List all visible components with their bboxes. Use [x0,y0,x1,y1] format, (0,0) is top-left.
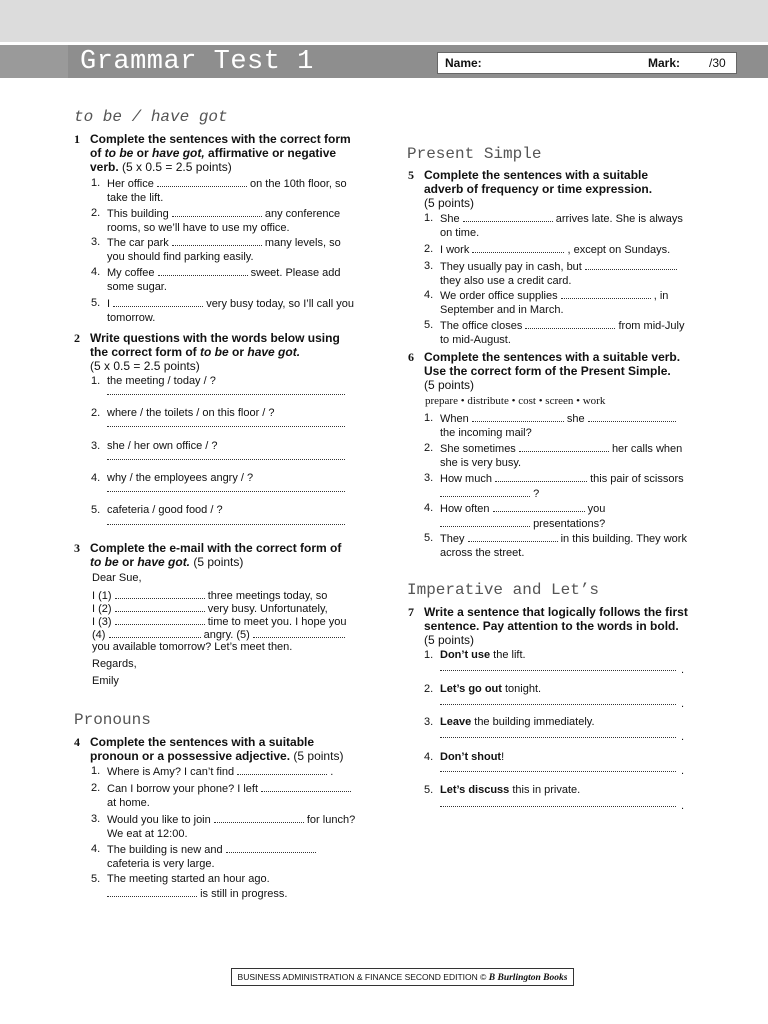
list-item [424,212,700,240]
list-item [91,407,275,421]
text: three meetings today, so [207,590,328,602]
text: why / the employees angry / ? [107,472,254,484]
text: the lift. [490,649,526,661]
instruction-line [90,160,380,174]
email-regards: Regards, [92,658,137,670]
item-number: 3. [91,440,101,452]
word-bank: prepare • distribute • cost • screen • work [425,395,606,407]
item-number: 1. [424,412,434,424]
instruction-line: Complete the sentences with the correct form [90,132,351,146]
exercise-number: 4 [74,735,80,749]
item-number: 3. [424,716,434,728]
footer-copyright [231,968,574,986]
answer-line[interactable] [440,737,676,738]
text: to be [90,555,119,569]
list-item [91,440,218,454]
list-item [424,472,700,501]
list-item [91,873,367,901]
blank-line[interactable] [468,532,558,542]
text: across the street. [440,546,525,559]
text: pronoun or a possessive adjective. [90,749,291,763]
text: you [587,503,606,515]
text: How much [440,473,492,485]
list-item [91,843,367,871]
blank-line[interactable] [113,297,203,307]
item-number: 3. [91,813,101,825]
text: We order office supplies [440,290,558,302]
instruction-line: Write questions with the words below using [90,331,340,345]
text: Her office [107,178,154,190]
text: tomorrow. [107,311,156,324]
full-stop: . [681,765,685,777]
points: (5 points) [424,196,475,210]
text: many levels, so [264,237,341,249]
text: take the lift. [107,191,164,204]
text: I (2) [92,603,112,615]
answer-line[interactable] [107,394,345,395]
list-item [424,319,700,347]
email-line [92,628,345,642]
list-item [424,502,700,531]
text: Can I borrow your phone? I left [107,783,259,795]
text: to be [200,345,229,359]
text: My coffee [107,267,155,279]
email-greeting: Dear Sue, [92,572,142,584]
list-item [91,236,367,264]
text: this in private. [509,784,581,796]
exercise-3-instruction [74,541,380,569]
answer-line[interactable] [440,704,676,705]
blank-line[interactable] [158,266,248,276]
blank-line[interactable] [253,628,345,638]
blank-line[interactable] [115,615,205,625]
list-item [91,472,254,486]
list-item [424,716,595,730]
blank-line[interactable] [440,517,530,527]
list-item [424,412,700,440]
instruction-line [90,146,380,160]
blank-line[interactable] [115,602,205,612]
exercise-6-instruction [408,350,724,392]
text: in this building. They work [560,533,687,545]
list-item [91,207,367,235]
text: have got. [247,345,301,359]
text: September and in March. [440,303,564,316]
text: very busy. Unfortunately, [207,603,328,615]
text: The office closes [440,320,523,332]
item-number: 3. [424,472,434,484]
full-stop: . [681,731,685,743]
section-title-present-simple: Present Simple [407,145,542,163]
blank-line[interactable] [109,628,201,638]
item-number: 5. [91,297,101,309]
list-item [91,813,367,841]
points: (5 points) [190,555,244,569]
list-item [91,504,223,518]
email-line [92,602,328,616]
text: They [440,533,465,545]
text: any conference [264,208,341,220]
item-number: 5. [424,532,434,544]
text: where / the toilets / on this floor / ? [107,407,275,419]
text: (4) [92,629,106,641]
blank-line[interactable] [157,177,247,187]
text: presentations? [533,517,606,530]
blank-line[interactable] [588,412,676,422]
top-margin-bar [0,0,768,42]
blank-line[interactable] [172,236,262,246]
section-title-imperative: Imperative and Let’s [407,581,600,599]
blank-line[interactable] [107,887,197,897]
text: , except on Sundays. [567,244,671,256]
exercise-5-instruction [408,168,724,210]
item-number: 1. [91,765,101,777]
item-number: 1. [424,212,434,224]
text: to mid-August. [440,333,511,346]
text: Don’t use [440,649,491,661]
full-stop: . [681,698,685,710]
list-item [91,765,367,780]
blank-line[interactable] [519,442,609,452]
text: They usually pay in cash, but [440,261,582,273]
blank-line[interactable] [226,843,316,853]
text: on the 10th floor, so [250,178,347,190]
item-number: 3. [424,260,434,272]
text: The car park [107,237,169,249]
text: is still in progress. [200,887,288,900]
exercise-number: 5 [408,168,414,182]
name-label: Name: [445,56,482,70]
text: I (3) [92,616,112,628]
text: for lunch? [306,814,356,826]
text: Let’s go out [440,683,502,695]
text: The meeting started an hour ago. [107,873,270,885]
text: sweet. Please add [250,267,341,279]
answer-line[interactable] [107,491,345,492]
blank-line[interactable] [472,243,564,253]
item-number: 5. [424,319,434,331]
text: time to meet you. I hope you [207,616,347,628]
instruction-line: Complete the sentences with a suitable verb. [424,350,681,364]
text: cafeteria / good food / ? [107,504,223,516]
blank-line[interactable] [440,487,530,497]
text: The building is new and [107,844,223,856]
email-line [92,615,347,629]
text: to be [104,146,134,160]
list-item [424,751,505,765]
item-number: 5. [91,873,101,885]
section-title-to-be: to be / have got [74,108,228,126]
list-item [91,375,216,389]
blank-line[interactable] [561,289,651,299]
list-item [91,177,367,205]
text: . [330,766,334,778]
list-item [424,532,700,560]
blank-line[interactable] [463,212,553,222]
text: Leave [440,716,472,728]
mark-label: Mark: [648,56,681,70]
text: or [118,555,138,569]
text: she [566,413,585,425]
instruction-line: Write a sentence that logically follows the first [424,605,688,619]
item-number: 3. [91,236,101,248]
blank-line[interactable] [493,502,585,512]
blank-line[interactable] [237,765,327,775]
answer-line[interactable] [107,459,345,460]
text: this pair of scissors [590,473,684,485]
exercise-number: 7 [408,605,414,619]
item-number: 4. [91,843,101,855]
text: ? [533,487,540,500]
item-number: 5. [91,504,101,516]
item-number: 4. [424,289,434,301]
text: How often [440,503,490,515]
item-number: 2. [424,683,434,695]
instruction-line: Use the correct form of the Present Simple. [424,364,671,378]
list-item [91,782,367,810]
exercise-1-instruction [74,132,380,174]
answer-line[interactable] [107,426,345,427]
list-item [424,784,581,798]
text: Don’t shout [440,751,502,763]
text: of [90,146,105,160]
text: you should find parking easily. [107,250,254,263]
item-number: 1. [91,177,101,189]
text: She sometimes [440,443,516,455]
list-item [424,649,526,663]
text: rooms, so we’ll have to use my office. [107,221,290,234]
item-number: 4. [424,502,434,514]
blank-line[interactable] [115,589,205,599]
list-item [91,297,367,325]
text: We eat at 12:00. [107,827,188,840]
item-number: 1. [424,649,434,661]
text: ! [501,751,505,763]
text: very busy today, so I’ll call you [206,298,354,310]
item-number: 2. [91,407,101,419]
points: (5 points) [290,749,344,763]
section-title-pronouns: Pronouns [74,711,151,729]
instruction-line: Complete the e-mail with the correct form of [90,541,342,555]
item-number: 4. [91,266,101,278]
item-number: 1. [91,375,101,387]
item-number: 2. [424,442,434,454]
text: from mid-July [618,320,685,332]
text: some sugar. [107,280,167,293]
text: have got, [152,146,205,160]
text: angry. (5) [203,629,250,641]
text: When [440,413,469,425]
item-number: 4. [91,472,101,484]
exercise-number: 2 [74,331,80,345]
banner-accent [0,45,68,78]
text: or [228,345,248,359]
text: have got. [137,555,191,569]
blank-line[interactable] [261,782,351,792]
publisher-logo-text: B Burlington Books [488,973,568,983]
blank-line[interactable] [495,472,587,482]
text: on time. [440,226,480,239]
item-number: 2. [424,243,434,255]
text: I (1) [92,590,112,602]
full-stop: . [681,800,685,812]
text: affirmative or negative [204,146,337,160]
list-item [424,442,700,470]
text: Let’s discuss [440,784,510,796]
text: Where is Amy? I can’t find [107,766,235,778]
points: (5 x 0.5 = 2.5 points) [118,160,232,174]
email-line: you available tomorrow? Let’s meet then. [92,641,293,653]
text: the correct form of [90,345,201,359]
text: they also use a credit card. [440,274,572,287]
exercise-number: 1 [74,132,80,146]
text: I [107,298,111,310]
text: at home. [107,796,150,809]
instruction-line: adverb of frequency or time expression. [424,182,653,196]
instruction-line [90,749,380,763]
text: tonight. [501,683,542,695]
text: cafeteria is very large. [107,857,215,870]
exercise-2-instruction [74,331,380,373]
answer-line[interactable] [440,771,676,772]
exercise-number: 3 [74,541,80,555]
exercise-7-instruction [408,605,724,647]
text: she is very busy. [440,456,522,469]
text: the incoming mail? [440,426,532,439]
text: This building [107,208,169,220]
answer-line[interactable] [440,806,676,807]
name-mark-box [437,52,737,74]
exercise-4-instruction [74,735,380,763]
text: She [440,213,460,225]
text: I work [440,244,470,256]
answer-line[interactable] [440,670,676,671]
text: Would you like to join [107,814,211,826]
text: the meeting / today / ? [107,375,216,387]
text: , in [653,290,669,302]
instruction-line: Complete the sentences with a suitable [424,168,649,182]
points: (5 x 0.5 = 2.5 points) [90,359,200,373]
blank-line[interactable] [525,319,615,329]
blank-line[interactable] [214,813,304,823]
list-item [424,683,542,697]
text: verb. [90,160,119,174]
answer-line[interactable] [107,524,345,525]
text: the building immediately. [471,716,595,728]
instruction-line: Complete the sentences with a suitable [90,735,315,749]
item-number: 5. [424,784,434,796]
text: her calls when [611,443,683,455]
email-signature: Emily [92,675,119,687]
instruction-line [90,345,380,359]
item-number: 2. [91,782,101,794]
page-title: Grammar Test 1 [80,47,314,77]
blank-line[interactable] [172,207,262,217]
blank-line[interactable] [472,412,564,422]
blank-line[interactable] [585,260,677,270]
instruction-line [90,555,380,569]
points: (5 points) [424,633,475,647]
instruction-line: sentence. Pay attention to the words in bold. [424,619,679,633]
exercise-number: 6 [408,350,414,364]
list-item [424,243,700,258]
text: or [133,146,153,160]
list-item [91,266,367,294]
points: (5 points) [424,378,475,392]
text: she / her own office / ? [107,440,218,452]
item-number: 2. [91,207,101,219]
list-item [424,289,700,317]
text: arrives late. She is always [555,213,683,225]
mark-total: /30 [709,56,726,70]
item-number: 4. [424,751,434,763]
email-line [92,589,327,603]
full-stop: . [681,664,685,676]
footer-text: BUSINESS ADMINISTRATION & FINANCE SECOND EDITION © [237,972,489,982]
list-item [424,260,700,288]
